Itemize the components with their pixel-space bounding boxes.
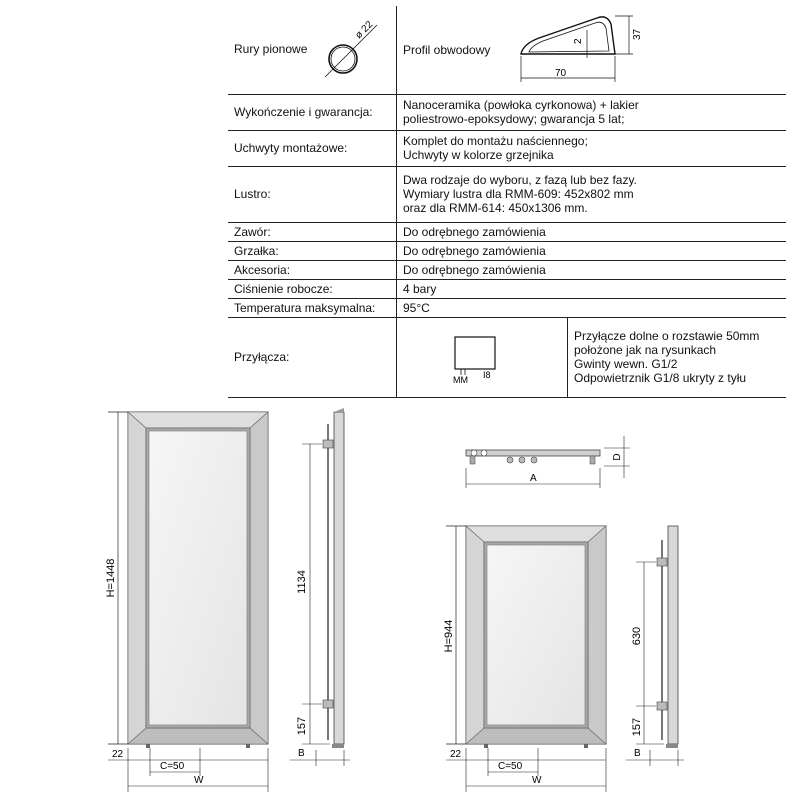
small-front-view	[443, 526, 606, 792]
value-zawor: Do odrębnego zamówienia	[397, 222, 787, 241]
mirror-line: Dwa rodzaje do wyboru, z fazą lub bez fazy.	[403, 173, 637, 187]
label-temperatura: Temperatura maksymalna:	[234, 300, 376, 315]
label-cisnienie: Ciśnienie robocze:	[234, 281, 333, 296]
small-c-label: C=50	[498, 761, 523, 772]
value-akcesoria: Do odrębnego zamówienia	[397, 260, 787, 279]
value-cisnienie: 4 bary	[397, 279, 787, 298]
connection-label-left: MM	[453, 375, 468, 385]
small-height-label: H=944	[443, 619, 455, 653]
large-height-label: H=1448	[105, 558, 117, 598]
label-grzalka: Grzałka:	[234, 243, 279, 258]
label-profil: Profil obwodowy	[403, 42, 491, 57]
large-side-view	[290, 408, 350, 766]
top-a-label: A	[530, 473, 537, 484]
large-w-label: W	[194, 775, 204, 786]
label-przylacza: Przyłącza:	[234, 350, 290, 364]
small-w-label: W	[532, 775, 542, 786]
finish-line: poliestrowo-epoksydowy; gwarancja 5 lat;	[403, 112, 625, 126]
small-b-label: B	[634, 748, 641, 759]
brackets-line: Uchwyty w kolorze grzejnika	[403, 148, 554, 162]
large-b-label: B	[298, 748, 305, 759]
mirror-line: oraz dla RMM-614: 450x1306 mm.	[403, 201, 588, 215]
profile-height-label: 37	[632, 28, 643, 40]
label-wykonczenie: Wykończenie i gwarancja:	[234, 105, 373, 119]
large-front-view	[105, 412, 268, 792]
label-uchwyty: Uchwyty montażowe:	[234, 141, 348, 155]
top-d-label: D	[612, 453, 623, 461]
brackets-line: Komplet do montażu naściennego;	[403, 134, 588, 148]
connection-line: Odpowietrznik G1/8 ukryty z tyłu	[574, 371, 747, 385]
label-akcesoria: Akcesoria:	[234, 262, 291, 277]
large-pipe-height-label: 1134	[296, 570, 308, 594]
small-pipe-height-label: 630	[631, 626, 643, 646]
small-offset-label: 22	[450, 749, 462, 760]
small-bottom-label: 157	[631, 717, 643, 737]
value-temperatura: 95°C	[397, 298, 787, 317]
top-view	[466, 436, 630, 488]
label-zawor: Zawór:	[234, 224, 271, 239]
connection-label-right: I8	[483, 370, 491, 380]
value-grzalka: Do odrębnego zamówienia	[397, 241, 787, 260]
large-bottom-label: 157	[296, 716, 308, 736]
large-c-label: C=50	[160, 761, 185, 772]
profile-width-label: 70	[555, 68, 567, 79]
large-offset-label: 22	[112, 749, 124, 760]
connection-line: Gwinty wewn. G1/2	[574, 357, 678, 371]
connection-line: położone jak na rysunkach	[574, 343, 717, 357]
label-lustro: Lustro:	[234, 187, 271, 201]
label-rury: Rury pionowe	[234, 41, 308, 56]
tube-diameter-label: ø 22	[353, 18, 375, 41]
connection-line: Przyłącze dolne o rozstawie 50mm	[574, 329, 760, 343]
profile-thickness-label: 2	[573, 38, 584, 44]
small-side-view	[626, 526, 684, 766]
mirror-line: Wymiary lustra dla RMM-609: 452x802 mm	[403, 187, 634, 201]
finish-line: Nanoceramika (powłoka cyrkonowa) + lakier	[403, 98, 639, 112]
